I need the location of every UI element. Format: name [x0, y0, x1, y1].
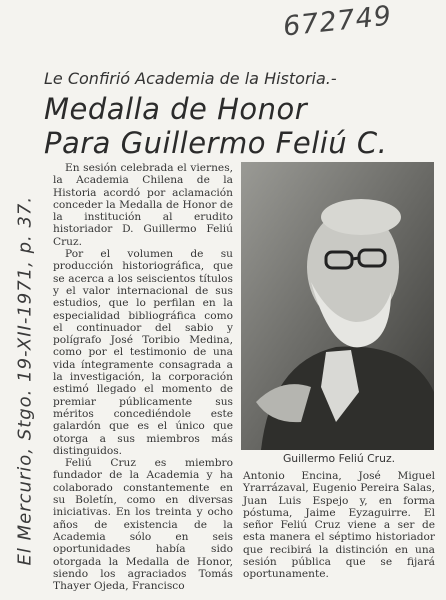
paragraph-continued: Antonio Encina, José Miguel Yrarrázaval, Eugenio Pereira Salas, Juan Luis Espejo y, en forma póstuma, Jaime Eyzaguirre. El señor Feliú Cruz viene a ser de esta manera el séptimo historiador que recibirá la distinción en una sesión pública que se fijará oportunamente.	[243, 470, 435, 581]
paragraph-1: En sesión celebrada el viernes, la Academia Chilena de la Historia acordó por aclamación conceder la Medalla de Honor de la institución al erudito historiador D. Guillermo Feliú Cruz.	[53, 162, 233, 248]
paragraph-2: Por el volumen de su producción historiográfica, que se acerca a los seiscientos títulos y el valor internacional de sus estudios, que lo perfilan en la especialidad bibliográfica como el continuador del sabio y polígrafo José Toribio Medina, como por el testimonio de una vida íntegramente consagrada a la investigación, la corporación estimó llegado el momento de premiar públicamente sus méritos concediéndole este galardón que es el único que otorga a sus miembros más distinguidos.	[53, 248, 233, 457]
headline-line-1: Medalla de Honor	[44, 92, 308, 126]
photo-caption: Guillermo Feliú Cruz.	[282, 452, 396, 465]
paragraph-3: Feliú Cruz es miembro fundador de la Academia y ha colaborado constantemente en su Boletín, como en diversas iniciativas. En los treinta y ocho años de existencia de la Academia sólo en seis oportunidades había sido otorgada la Medalla de Honor, siendo los agraciados Tomás Thayer Ojeda, Francisco	[53, 457, 233, 593]
article-body-left	[53, 162, 233, 592]
headline-line-2: Para Guillermo Feliú C.	[44, 126, 388, 160]
portrait-illustration	[241, 162, 434, 450]
handwritten-catalog-number: 672749	[281, 0, 394, 43]
portrait-photo	[241, 162, 434, 450]
article-kicker: Le Confirió Academia de la Historia.-	[44, 69, 337, 88]
source-annotation: El Mercurio, Stgo. 19-XII-1971, p. 37.	[14, 195, 36, 566]
article-headline	[44, 92, 387, 160]
article-body-right	[243, 470, 435, 581]
